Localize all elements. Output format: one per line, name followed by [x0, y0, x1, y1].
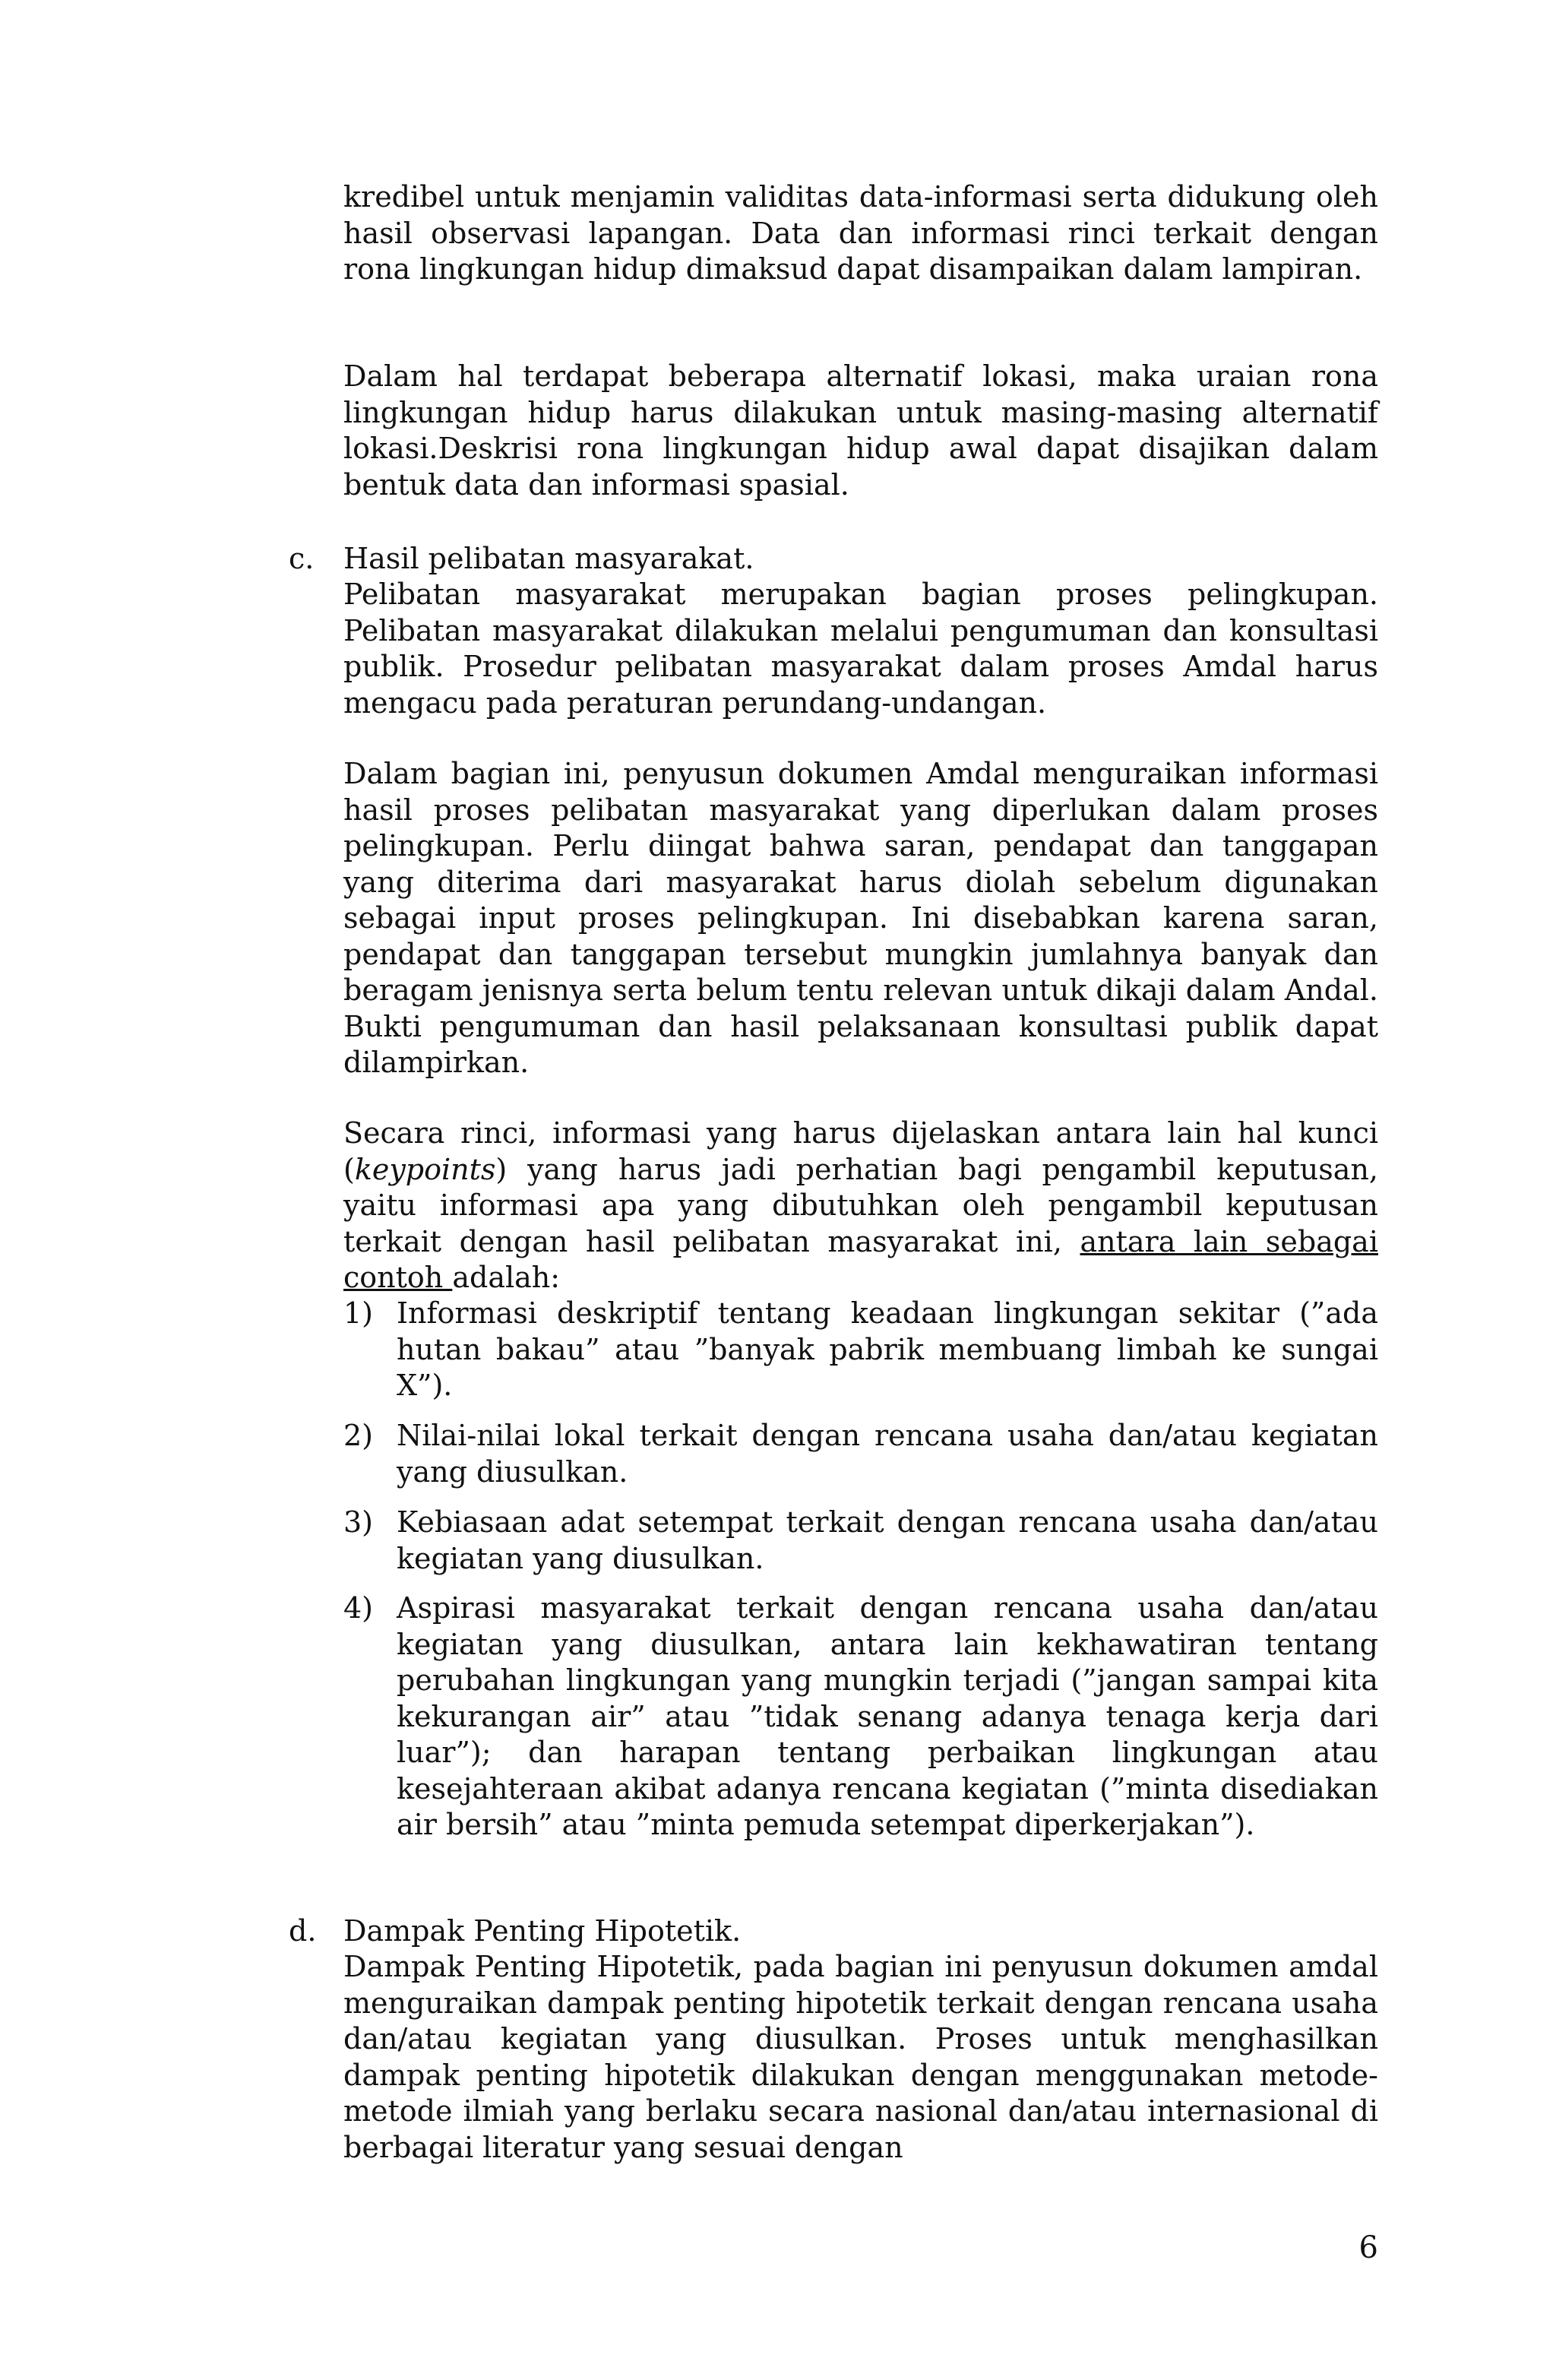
list-item-text: Aspirasi masyarakat terkait dengan rencana usaha dan/atau kegiatan yang diusulkan, antara lain kekhawatiran tentang perubahan lingkungan yang mungkin terjadi (”jangan sampai kita kekurangan air” atau ”tidak senang adanya tenaga kerja dari luar”); dan harapan tentang perbaikan lingkungan atau kesejahteraan akibat adanya rencana kegiatan (”minta disediakan air bersih” atau ”minta pemuda setempat diperkerjakan”). [397, 1591, 1378, 1841]
page-number: 6 [1358, 2230, 1378, 2265]
section-d-title: Dampak Penting Hipotetik. [343, 1914, 742, 1948]
keypoints-term: keypoints [354, 1152, 496, 1186]
section-c-paragraph-3 [343, 1116, 1378, 1296]
section-c-paragraph-2: Dalam bagian ini, penyusun dokumen Amdal menguraikan informasi hasil proses pelibatan masyarakat yang diperlukan dalam proses pelingkupan. Perlu diingat bahwa saran, pendapat dan tanggapan yang diterima dari masyarakat harus diolah sebelum digunakan sebagai input proses pelingkupan. Ini disebabkan karena saran, pendapat dan tanggapan tersebut mungkin jumlahnya banyak dan beragam jenisnya serta belum tentu relevan untuk dikaji dalam Andal. Bukti pengumuman dan hasil pelaksanaan konsultasi publik dapat dilampirkan. [343, 757, 1378, 1079]
list-item-number: 4) [343, 1591, 374, 1625]
paragraph-3-text-b: ) yang harus jadi perhatian bagi pengambil keputusan, yaitu informasi apa yang dibutuhkan oleh pengambil keputusan terkait dengan hasil pelibatan masyarakat ini, [343, 1152, 1378, 1258]
section-c-paragraph-1: Pelibatan masyarakat merupakan bagian proses pelingkupan. Pelibatan masyarakat dilakukan melalui pengumuman dan konsultasi publik. Prosedur pelibatan masyarakat dalam proses Amdal harus mengacu pada peraturan perundang-undangan. [343, 578, 1378, 720]
list-item-number: 3) [343, 1505, 374, 1539]
section-d-letter: d. [289, 1914, 317, 1948]
list-item-number: 1) [343, 1296, 374, 1330]
list-item-text: Kebiasaan adat setempat terkait dengan rencana usaha dan/atau kegiatan yang diusulkan. [397, 1505, 1378, 1575]
list-item-text: Nilai-nilai lokal terkait dengan rencana usaha dan/atau kegiatan yang diusulkan. [397, 1419, 1378, 1489]
list-item-text: Informasi deskriptif tentang keadaan lingkungan sekitar (”ada hutan bakau” atau ”banyak pabrik membuang limbah ke sungai X”). [397, 1296, 1378, 1402]
section-d-paragraph-1: Dampak Penting Hipotetik, pada bagian ini penyusun dokumen amdal menguraikan dampak penting hipotetik terkait dengan rencana usaha dan/atau kegiatan yang diusulkan. Proses untuk menghasilkan dampak penting hipotetik dilakukan dengan menggunakan metode-metode ilmiah yang berlaku secara nasional dan/atau internasional di berbagai literatur yang sesuai dengan [343, 1950, 1378, 2164]
paragraph-rona-alternatif: Dalam hal terdapat beberapa alternatif lokasi, maka uraian rona lingkungan hidup harus dilakukan untuk masing-masing alternatif lokasi.Deskrisi rona lingkungan hidup awal dapat disajikan dalam bentuk data dan informasi spasial. [343, 359, 1378, 502]
section-c-letter: c. [289, 542, 315, 575]
paragraph-3-text-c: adalah: [452, 1261, 561, 1294]
paragraph-3-text-a: Secara rinci, informasi yang harus dijelaskan antara lain hal kunci ( [343, 1116, 1378, 1186]
paragraph-rona-continued: kredibel untuk menjamin validitas data-informasi serta didukung oleh hasil observasi lapangan. Data dan informasi rinci terkait dengan rona lingkungan hidup dimaksud dapat disampaikan dalam lampiran. [343, 180, 1378, 286]
list-item-number: 2) [343, 1419, 374, 1452]
section-c-title: Hasil pelibatan masyarakat. [343, 542, 754, 575]
underlined-phrase: antara lain sebagai contoh [343, 1224, 1378, 1294]
